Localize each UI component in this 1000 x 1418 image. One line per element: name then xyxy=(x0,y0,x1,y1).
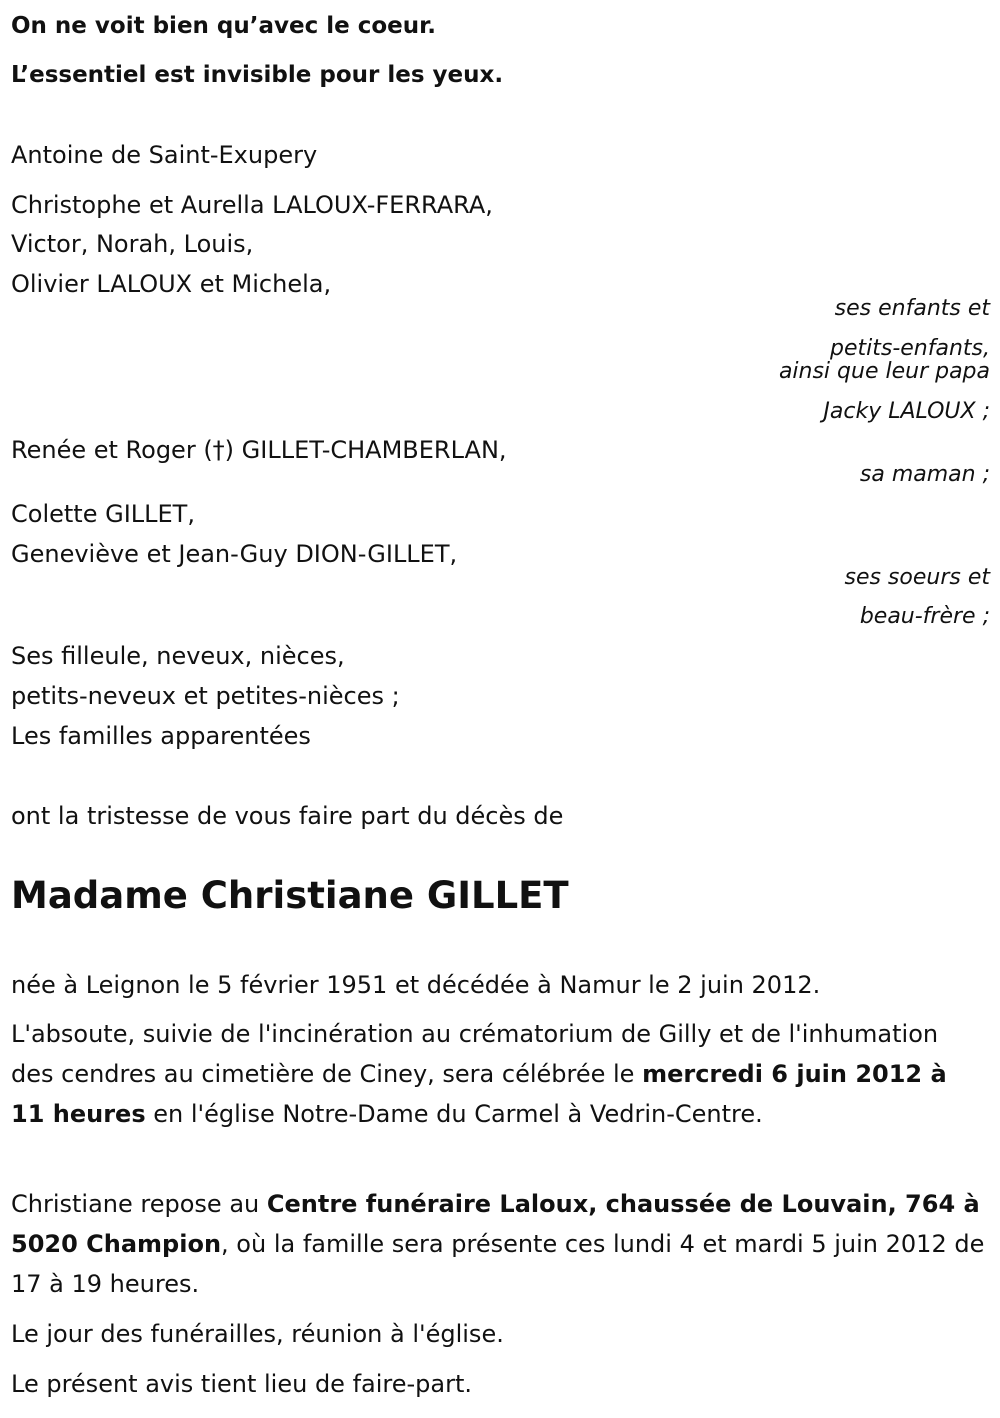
family-mother: Renée et Roger (†) GILLET-CHAMBERLAN, xyxy=(11,436,507,464)
ceremony-date: mercredi 6 juin 2012 à 11 heures xyxy=(11,1060,947,1128)
reunion: Le jour des funérailles, réunion à l'église. xyxy=(11,1320,504,1348)
family-children-2: Victor, Norah, Louis, xyxy=(11,230,254,258)
quote-line-2: L’essentiel est invisible pour les yeux. xyxy=(11,62,504,88)
children-role-4: Jacky LALOUX ; xyxy=(823,399,990,424)
quote-author: Antoine de Saint-Exupery xyxy=(11,141,318,169)
ceremony-paragraph xyxy=(11,1014,986,1134)
family-sibling-1: Colette GILLET, xyxy=(11,500,195,528)
announcement: ont la tristesse de vous faire part du décès de xyxy=(11,802,564,830)
family-children-1: Christophe et Aurella LALOUX-FERRARA, xyxy=(11,191,493,219)
siblings-role-1: ses soeurs et xyxy=(844,565,990,590)
rest-text-1: Christiane repose au xyxy=(11,1190,260,1218)
ceremony-text-2: en l'église Notre-Dame du Carmel à Vedrin-Centre. xyxy=(153,1100,763,1128)
rest-paragraph xyxy=(11,1184,986,1304)
family-sibling-2: Geneviève et Jean-Guy DION-GILLET, xyxy=(11,540,458,568)
children-role-1: ses enfants et xyxy=(834,296,990,321)
family-children-3: Olivier LALOUX et Michela, xyxy=(11,270,332,298)
rest-place: Centre funéraire Laloux, chaussée de Louvain, 764 à 5020 Champion xyxy=(11,1190,980,1258)
notice: Le présent avis tient lieu de faire-part. xyxy=(11,1370,473,1398)
quote-line-1: On ne voit bien qu’avec le coeur. xyxy=(11,13,436,39)
family-others-2: petits-neveux et petites-nièces ; xyxy=(11,682,400,710)
family-others-3: Les familles apparentées xyxy=(11,722,311,750)
family-others-1: Ses filleule, neveux, nièces, xyxy=(11,642,345,670)
children-role-2: petits-enfants, xyxy=(830,336,990,361)
children-role-3: ainsi que leur papa xyxy=(778,359,990,384)
mother-role: sa maman ; xyxy=(859,462,990,487)
birth-death: née à Leignon le 5 février 1951 et décédée à Namur le 2 juin 2012. xyxy=(11,971,821,999)
rest-text-2: , où la famille sera présente ces lundi 4 et mardi 5 juin 2012 de 17 à 19 heures. xyxy=(11,1230,985,1298)
ceremony-text-1: L'absoute, suivie de l'incinération au crématorium de Gilly et de l'inhumation des cendres au cimetière de Ciney, sera célébrée le xyxy=(11,1020,939,1088)
deceased-name: Madame Christiane GILLET xyxy=(11,874,569,917)
siblings-role-2: beau-frère ; xyxy=(859,604,990,629)
